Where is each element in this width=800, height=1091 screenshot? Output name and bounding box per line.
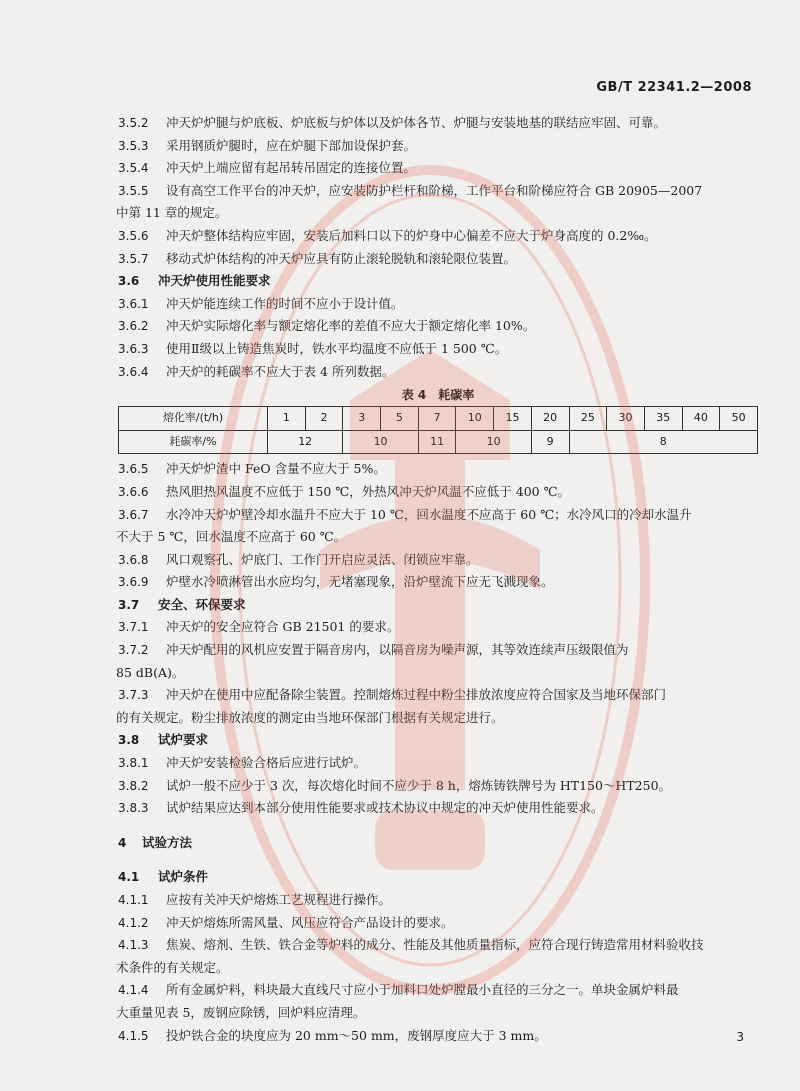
table-row-header: 耗碳率/% — [119, 430, 268, 454]
table-cell: 9 — [531, 430, 569, 454]
clause-line: 3.5.6 冲天炉整体结构应牢固，安装后加料口以下的炉身中心偏差不应大于炉身高度的 0.2‰。 — [118, 227, 657, 243]
clause-line: 3.6.4 冲天炉的耗碳率不应大于表 4 所列数据。 — [118, 363, 395, 379]
clause-line: 4.1.5 投炉铁合金的块度应为 20 mm～50 mm，废钢厚度应大于 3 mm。 — [118, 1027, 547, 1043]
clause-line: 3.6.8 风口观察孔、炉底门、工作门开启应灵活、闭锁应牢靠。 — [118, 551, 479, 567]
table-cell: 11 — [418, 430, 456, 454]
clause-line: 3.6.5 冲天炉炉渣中 FeO 含量不应大于 5%。 — [118, 461, 386, 477]
chapter-heading-4: 4 试验方法 — [118, 834, 193, 850]
section-heading-3-6: 3.6 冲天炉使用性能要求 — [118, 273, 271, 289]
table-cell: 3 — [343, 407, 381, 431]
clause-line: 3.6.6 热风胆热风温度不应低于 150 ℃，外热风冲天炉风温不应低于 400 ℃。 — [118, 483, 571, 499]
clause-line: 3.5.4 冲天炉上端应留有起吊转吊固定的连接位置。 — [118, 160, 417, 176]
table-cell: 8 — [569, 430, 758, 454]
spacer — [118, 854, 758, 866]
clause-line: 3.8.2 试炉一般不应少于 3 次，每次熔化时间不应少于 8 h，熔炼铸铁牌号为 HT150～HT250。 — [118, 777, 672, 793]
table-cell: 50 — [720, 407, 758, 431]
spacer — [118, 820, 758, 832]
table-cell: 2 — [305, 407, 343, 431]
clause-line: 3.7.3 冲天炉在使用中应配备除尘装置。控制熔炼过程中粉尘排放浓度应符合国家及当地环保部门 — [118, 687, 667, 703]
clause-line: 4.1.2 冲天炉熔炼所需风量、风压应符合产品设计的要求。 — [118, 914, 454, 930]
clause-line: 3.6.2 冲天炉实际熔化率与额定熔化率的差值不应大于额定熔化率 10%。 — [118, 318, 536, 334]
clause-line: 4.1.4 所有金属炉料，料块最大直线尺寸应小于加料口处炉膛最小直径的三分之一。单块金属炉料最 — [118, 982, 679, 998]
table-cell: 12 — [268, 430, 343, 454]
table-cell: 40 — [682, 407, 720, 431]
clause-line: 4.1.3 焦炭、熔剂、生铁、铁合金等炉料的成分、性能及其他质量指标，应符合现行铸造常用材料验收技 — [118, 937, 704, 953]
document-code-header: GB/T 22341.2—2008 — [596, 80, 752, 95]
clause-line: 3.6.3 使用Ⅱ级以上铸造焦炭时，铁水平均温度不应低于 1 500 ℃。 — [118, 340, 508, 356]
section-heading-3-7: 3.7 安全、环保要求 — [118, 596, 246, 612]
section-3-5-list — [118, 112, 758, 270]
clause-continuation: 的有关规定。粉尘排放浓度的测定由当地环保部门根据有关规定进行。 — [116, 709, 504, 725]
clause-line: 3.6.9 炉壁水冷喷淋管出水应均匀，无堵塞现象，沿炉壁流下应无飞溅现象。 — [118, 574, 554, 590]
table-cell: 15 — [494, 407, 532, 431]
clause-line: 4.1.1 应按有关冲天炉熔炼工艺规程进行操作。 — [118, 892, 392, 907]
page-number: 3 — [736, 1030, 744, 1044]
table-cell: 25 — [569, 407, 607, 431]
clause-line: 3.7.2 冲天炉配用的风机应安置于隔音房内，以隔音房为噪声源，其等效连续声压级限值为 — [118, 642, 629, 658]
clause-line: 3.5.2 冲天炉炉腿与炉底板、炉底板与炉体以及炉体各节、炉腿与安装地基的联结应牢固、可靠。 — [118, 115, 667, 130]
table-cell: 1 — [268, 407, 306, 431]
table-row — [119, 430, 758, 454]
section-3-7-list — [118, 616, 758, 729]
table-cell: 5 — [381, 407, 419, 431]
table-row-header: 熔化率/(t/h) — [119, 407, 268, 431]
clause-continuation: 85 dB(A)。 — [116, 664, 185, 680]
clause-line: 3.5.3 采用钢质炉腿时，应在炉腿下部加设保护套。 — [118, 137, 417, 153]
carbon-consumption-table — [118, 406, 758, 454]
table-cell: 10 — [343, 430, 418, 454]
table-cell: 30 — [607, 407, 645, 431]
clause-line: 3.6.1 冲天炉能连续工作的时间不应小于设计值。 — [118, 295, 404, 311]
section-3-8-list — [118, 752, 758, 820]
clause-line: 3.7.1 冲天炉的安全应符合 GB 21501 的要求。 — [118, 619, 400, 635]
clause-line: 3.5.5 设有高空工作平台的冲天炉，应安装防护栏杆和阶梯，工作平台和阶梯应符合 GB 20905—2007 — [118, 182, 703, 198]
clause-continuation: 术条件的有关规定。 — [116, 959, 229, 975]
clause-continuation: 中第 11 章的规定。 — [116, 205, 228, 221]
clause-line: 3.8.1 冲天炉安装检验合格后应进行试炉。 — [118, 755, 367, 771]
table-cell: 35 — [644, 407, 682, 431]
clause-line: 3.6.7 水冷冲天炉炉壁冷却水温升不应大于 10 ℃，回水温度不应高于 60 ℃；水冷风口的冷却水温升 — [118, 506, 692, 522]
section-3-6-list — [118, 293, 758, 383]
clause-line: 3.5.7 移动式炉体结构的冲天炉应具有防止滚轮脱轨和滚轮限位装置。 — [118, 250, 517, 266]
clause-continuation: 不大于 5 ℃，回水温度不应高于 60 ℃。 — [116, 529, 347, 545]
clause-line: 3.8.3 试炉结果应达到本部分使用性能要求或技术协议中规定的冲天炉使用性能要求。 — [118, 800, 604, 816]
table-cell: 10 — [456, 430, 531, 454]
table-caption: 表 4 耗碳率 — [401, 388, 475, 403]
document-body — [118, 112, 758, 1047]
section-heading-4-1: 4.1 试炉条件 — [118, 869, 209, 885]
table-row — [119, 407, 758, 431]
table-cell: 10 — [456, 407, 494, 431]
section-4-1-list — [118, 889, 758, 1047]
table-cell: 7 — [418, 407, 456, 431]
clause-continuation: 大重量见表 5，废钢应除锈，回炉料应清理。 — [116, 1004, 366, 1020]
section-3-6-list-continued — [118, 458, 758, 594]
table-cell: 20 — [531, 407, 569, 431]
section-heading-3-8: 3.8 试炉要求 — [118, 732, 209, 748]
